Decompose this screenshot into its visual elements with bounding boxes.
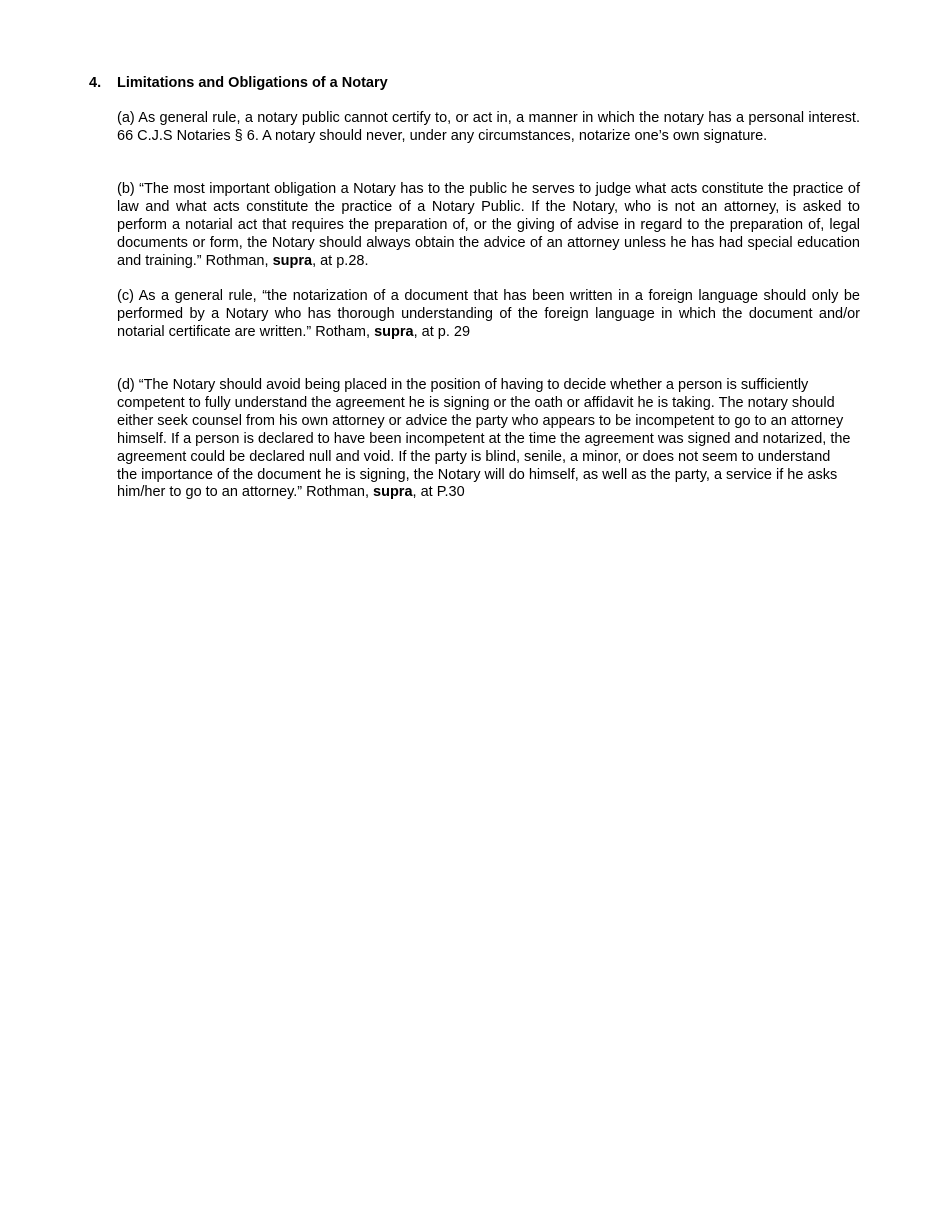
paragraph-d-text: (d) “The Notary should avoid being placed in the position of having to decide whether a person is sufficiently competent to fully understand the agreement he is signing or the oath or affidavit he is taking. The notary should either seek counsel from his own attorney or advice the party who appears to be incompetent to go to an attorney himself. If a person is declared to have been incompetent at the time the agreement was signed and notarized, the agreement could be declared null and void. If the party is blind, senile, a minor, or does not seem to understand the importance of the document he is signing, the Notary will do himself, as well as the party, a service if he asks him/her to go to an attorney.” Rothman,: [117, 377, 851, 501]
paragraph-b: [117, 181, 860, 271]
paragraph-b-citation-bold: supra: [272, 252, 313, 269]
paragraph-d-citation-bold: supra: [373, 484, 413, 501]
paragraph-d: [117, 377, 852, 502]
paragraph-a-text: (a) As general rule, a notary public cannot certify to, or act in, a manner in which the notary has a personal interest. 66 C.J.S Notaries § 6. A notary should never, under any circumstances, notarize one’s own signature.: [117, 110, 860, 144]
section-heading: [89, 74, 388, 92]
section-number: 4.: [89, 75, 102, 91]
paragraph-d-citation-page: , at P.30: [412, 484, 465, 501]
paragraph-c-citation-page: , at p. 29: [413, 323, 471, 340]
paragraph-c-text: (c) As a general rule, “the notarization of a document that has been written in a foreign language should only be performed by a Notary who has thorough understanding of the foreign language in which the document and/or notarial certificate are written.” Rotham,: [117, 288, 860, 340]
paragraph-c: [117, 288, 860, 342]
paragraph-c-citation-bold: supra: [374, 323, 414, 340]
section-title: Limitations and Obligations of a Notary: [117, 75, 388, 91]
paragraph-b-citation-page: , at p.28.: [312, 252, 369, 269]
paragraph-b-text: (b) “The most important obligation a Notary has to the public he serves to judge what acts constitute the practice of law and what acts constitute the practice of a Notary Public. If the Notary, who is not an attorney, is asked to perform a notarial act that requires the preparation of, or the giving of advise in regard to the preparation of, legal documents or form, the Notary should always obtain the advice of an attorney unless he has had special education and training.” Rothman,: [117, 181, 860, 269]
paragraph-a: [117, 110, 860, 146]
